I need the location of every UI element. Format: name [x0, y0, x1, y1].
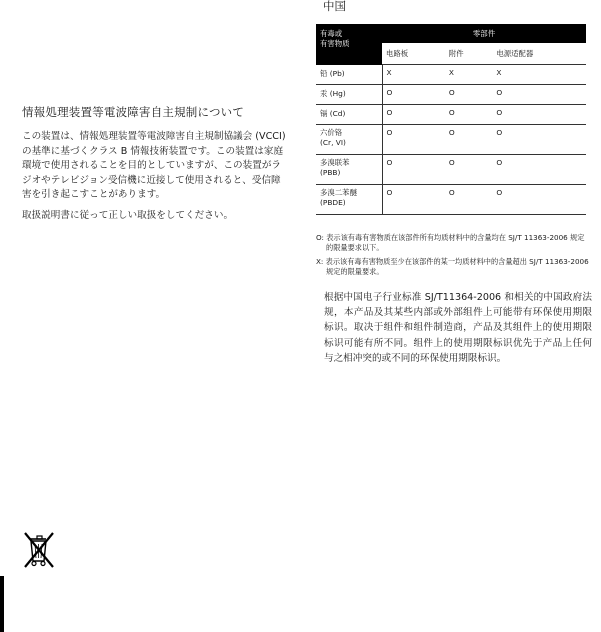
substance-name-line-1: 多溴二苯醚	[320, 188, 357, 197]
china-body-text: 根据中国电子行业标准 SJ/T11364-2006 和相关的中国政府法规，本产品及其某些内部或外部组件上可能带有环保使用期限标识。取决于组件和组件制造商，产品及其组件上的使用期限标识可能有所不同。组件上的使用期限标识优先于产品上任何与之相冲突的或不同的环保使用期限标识。	[324, 292, 592, 364]
table-row	[316, 155, 586, 185]
substance-name-line-1: 多溴联苯	[320, 158, 350, 167]
table-cell: O	[492, 185, 586, 215]
substance-name-line-2: (PBDE)	[320, 198, 346, 207]
substance-name-line-1: 六价铬	[320, 128, 343, 137]
table-cell: X	[382, 65, 445, 85]
corner-line-2: 有害物质	[320, 39, 350, 48]
table-cell: O	[445, 105, 492, 125]
substance-name	[316, 155, 382, 185]
table-header-row	[316, 24, 586, 43]
note-x: X: 表示该有毒有害物质至少在该部件的某一均质材料中的含量超出 SJ/T 11363-2006 规定的限量要求。	[316, 257, 589, 276]
crossed-out-wheelie-bin-icon	[22, 530, 58, 570]
column-header: 电源适配器	[492, 43, 586, 65]
table-cell: X	[445, 65, 492, 85]
substance-name: 铅 (Pb)	[316, 65, 382, 85]
vcci-notice	[22, 104, 290, 230]
table-row	[316, 65, 586, 85]
table-cell: O	[492, 125, 586, 155]
column-header: 电路板	[382, 43, 445, 65]
table-cell: O	[382, 185, 445, 215]
table-cell: O	[382, 125, 445, 155]
bin-svg	[22, 530, 58, 570]
table-notes	[316, 233, 591, 281]
column-header: 附件	[445, 43, 492, 65]
table-corner-header	[316, 24, 382, 65]
substance-name-line-2: (PBB)	[320, 168, 341, 177]
table-cell: O	[382, 85, 445, 105]
vcci-paragraph-2: 取扱説明書に従って正しい取扱をしてください。	[22, 209, 234, 221]
substance-name: 镉 (Cd)	[316, 105, 382, 125]
table-cell: O	[492, 85, 586, 105]
table-row	[316, 105, 586, 125]
table-cell: O	[492, 155, 586, 185]
substance-name-line-2: (Cr, VI)	[320, 138, 346, 147]
table-cell: O	[445, 125, 492, 155]
vcci-title: 情報処理装置等電波障害自主規制について	[22, 105, 245, 119]
table-cell: O	[445, 155, 492, 185]
table-cell: O	[492, 105, 586, 125]
group-header: 零部件	[472, 29, 496, 38]
vcci-paragraph-1: この装置は、情報処理装置等電波障害自主規制協議会 (VCCI) の基準に基づくクラス B 情報技術装置です。この装置は家庭環境で使用されることを目的としていますが、この装置がラジオやテレビジョン受信機に近接して使用されると、受信障害を引き起こすことがあります。	[22, 131, 286, 201]
table-row	[316, 85, 586, 105]
note-o: O: 表示该有毒有害物质在该部件所有均质材料中的含量均在 SJ/T 11363-2006 规定的限量要求以下。	[316, 233, 585, 252]
corner-line-1: 有毒或	[320, 29, 343, 38]
table-cell: O	[445, 185, 492, 215]
substance-name	[316, 185, 382, 215]
table-cell: O	[382, 105, 445, 125]
table-cell: O	[445, 85, 492, 105]
rohs-table	[316, 24, 586, 215]
table-row	[316, 125, 586, 155]
page-edge-rule	[0, 576, 4, 632]
substance-name	[316, 125, 382, 155]
substance-name: 汞 (Hg)	[316, 85, 382, 105]
table-cell: O	[382, 155, 445, 185]
table-cell: X	[492, 65, 586, 85]
china-title: 中国	[323, 0, 346, 13]
table-row	[316, 185, 586, 215]
